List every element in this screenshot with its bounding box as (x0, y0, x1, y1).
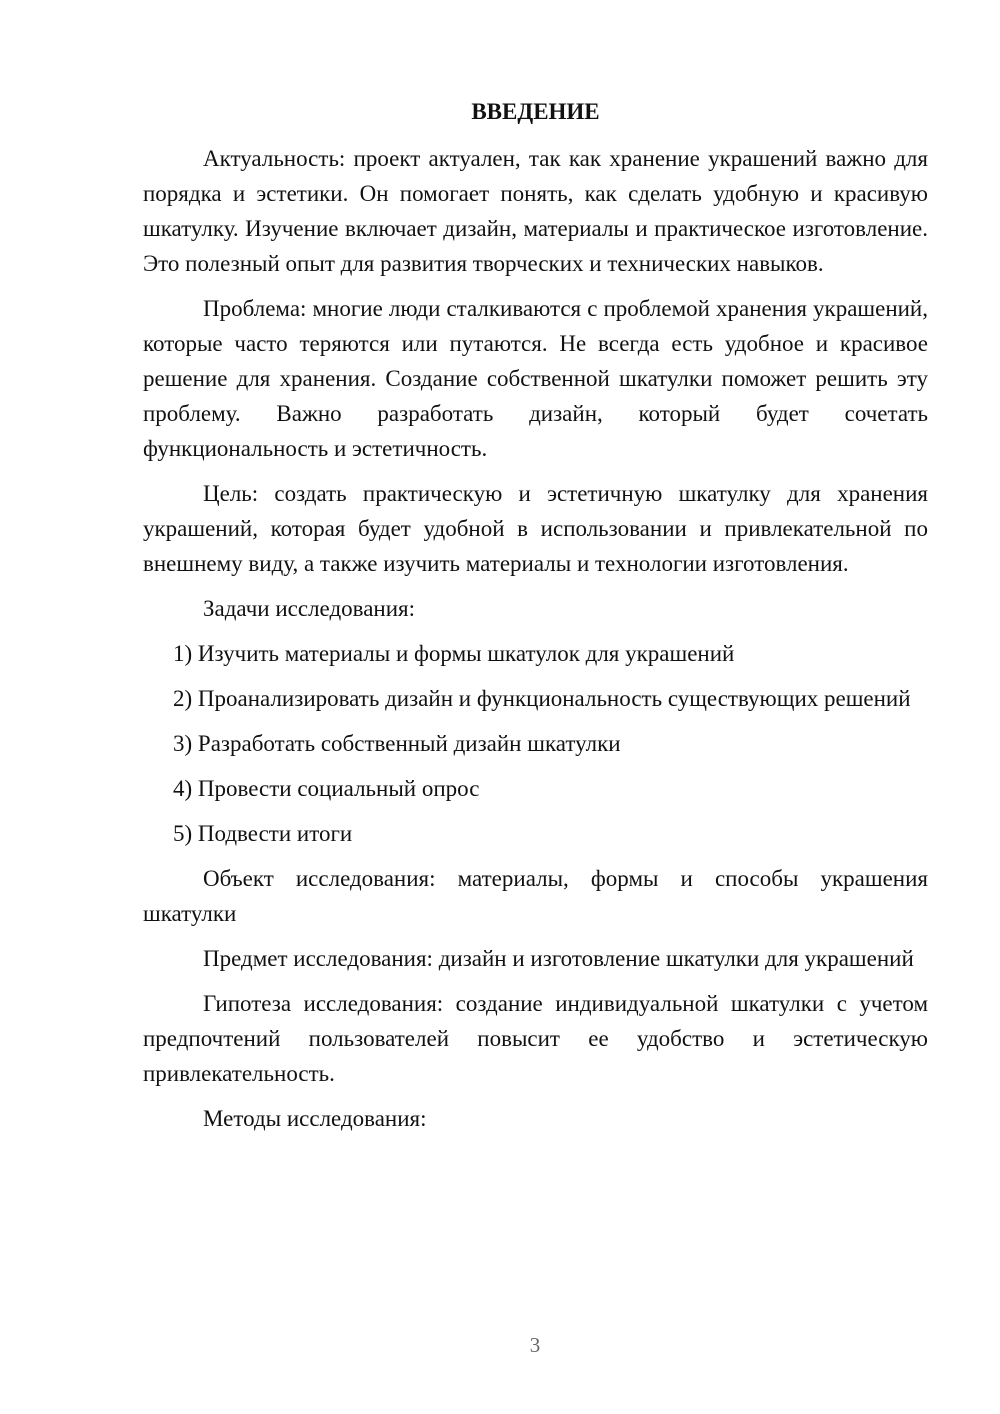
tasks-heading: Задачи исследования: (203, 596, 416, 621)
task-item-4: 4) Провести социальный опрос (173, 776, 480, 801)
relevance-paragraph: Актуальность: проект актуален, так как хранение украшений важно для порядка и эстетики. Он помогает понять, как сделать удобную и красивую шкатулку. Изучение включает дизайн, материалы и практическое изготовление. Это полезный опыт для развития творческих и технических навыков. (143, 146, 928, 276)
task-item-1: 1) Изучить материалы и формы шкатулок для украшений (173, 641, 735, 666)
object-paragraph: Объект исследования: материалы, формы и способы украшения шкатулки (143, 866, 928, 926)
task-item-5: 5) Подвести итоги (173, 821, 353, 846)
document-page (143, 94, 928, 1146)
task-item-2: 2) Проанализировать дизайн и функциональность существующих решений (173, 686, 911, 711)
page-title: ВВЕДЕНИЕ (471, 99, 600, 124)
task-item-3: 3) Разработать собственный дизайн шкатулки (173, 731, 621, 756)
hypothesis-paragraph: Гипотеза исследования: создание индивидуальной шкатулки с учетом предпочтений пользователей повысит ее удобство и эстетическую привлекательность. (143, 991, 928, 1086)
subject-paragraph: Предмет исследования: дизайн и изготовление шкатулки для украшений (203, 946, 914, 971)
page-number: 3 (529, 1333, 541, 1357)
goal-paragraph: Цель: создать практическую и эстетичную шкатулку для хранения украшений, которая будет удобной в использовании и привлекательной по внешнему виду, а также изучить материалы и технологии изготовления. (143, 481, 928, 576)
problem-paragraph: Проблема: многие люди сталкиваются с проблемой хранения украшений, которые часто теряются или путаются. Не всегда есть удобное и красивое решение для хранения. Создание собственной шкатулки поможет решить эту проблему. Важно разработать дизайн, который будет сочетать функциональность и эстетичность. (143, 296, 928, 461)
methods-heading: Методы исследования: (203, 1106, 427, 1131)
